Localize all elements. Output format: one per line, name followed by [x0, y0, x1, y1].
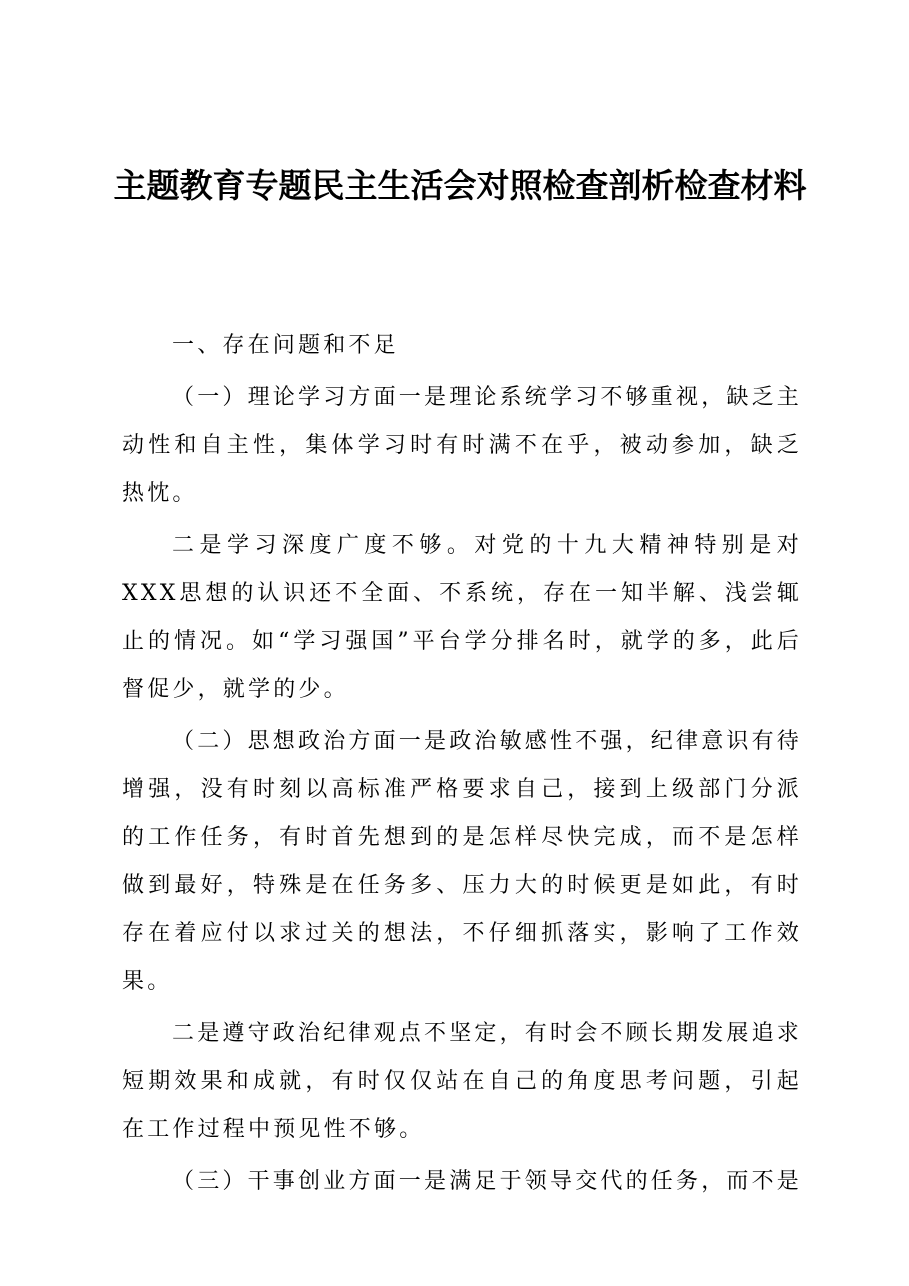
paragraph: 二是学习深度广度不够。对党的十九大精神特别是对XXX思想的认识还不全面、不系统，存在一知半解、浅尝辄止的情况。如“学习强国”平台学分排名时，就学的多，此后督促少，就学的少。 [122, 533, 802, 702]
document-title: 主题教育专题民主生活会对照检查剖析检查材料 [113, 166, 807, 205]
paragraph: 二是遵守政治纪律观点不坚定，有时会不顾长期发展追求短期效果和成就，有时仅仅站在自己的角度思考问题，引起在工作过程中预见性不够。 [122, 1021, 803, 1142]
section-heading: 一、存在问题和不足 [172, 333, 399, 358]
paragraph: （三）干事创业方面一是满足于领导交代的任务，而不是 [172, 1169, 803, 1194]
paragraph: （一）理论学习方面一是理论系统学习不够重视，缺乏主动性和自主性，集体学习时有时满不在乎，被动参加，缺乏热忱。 [122, 385, 803, 506]
paragraph: （二）思想政治方面一是政治敏感性不强，纪律意识有待增强，没有时刻以高标准严格要求自己，接到上级部门分派的工作任务，有时首先想到的是怎样尽快完成，而不是怎样做到最好，特殊是在任务多、压力大的时候更是如此，有时存在着应付以求过关的想法，不仔细抓落实，影响了工作效果。 [122, 729, 803, 994]
document-body [122, 322, 802, 1206]
